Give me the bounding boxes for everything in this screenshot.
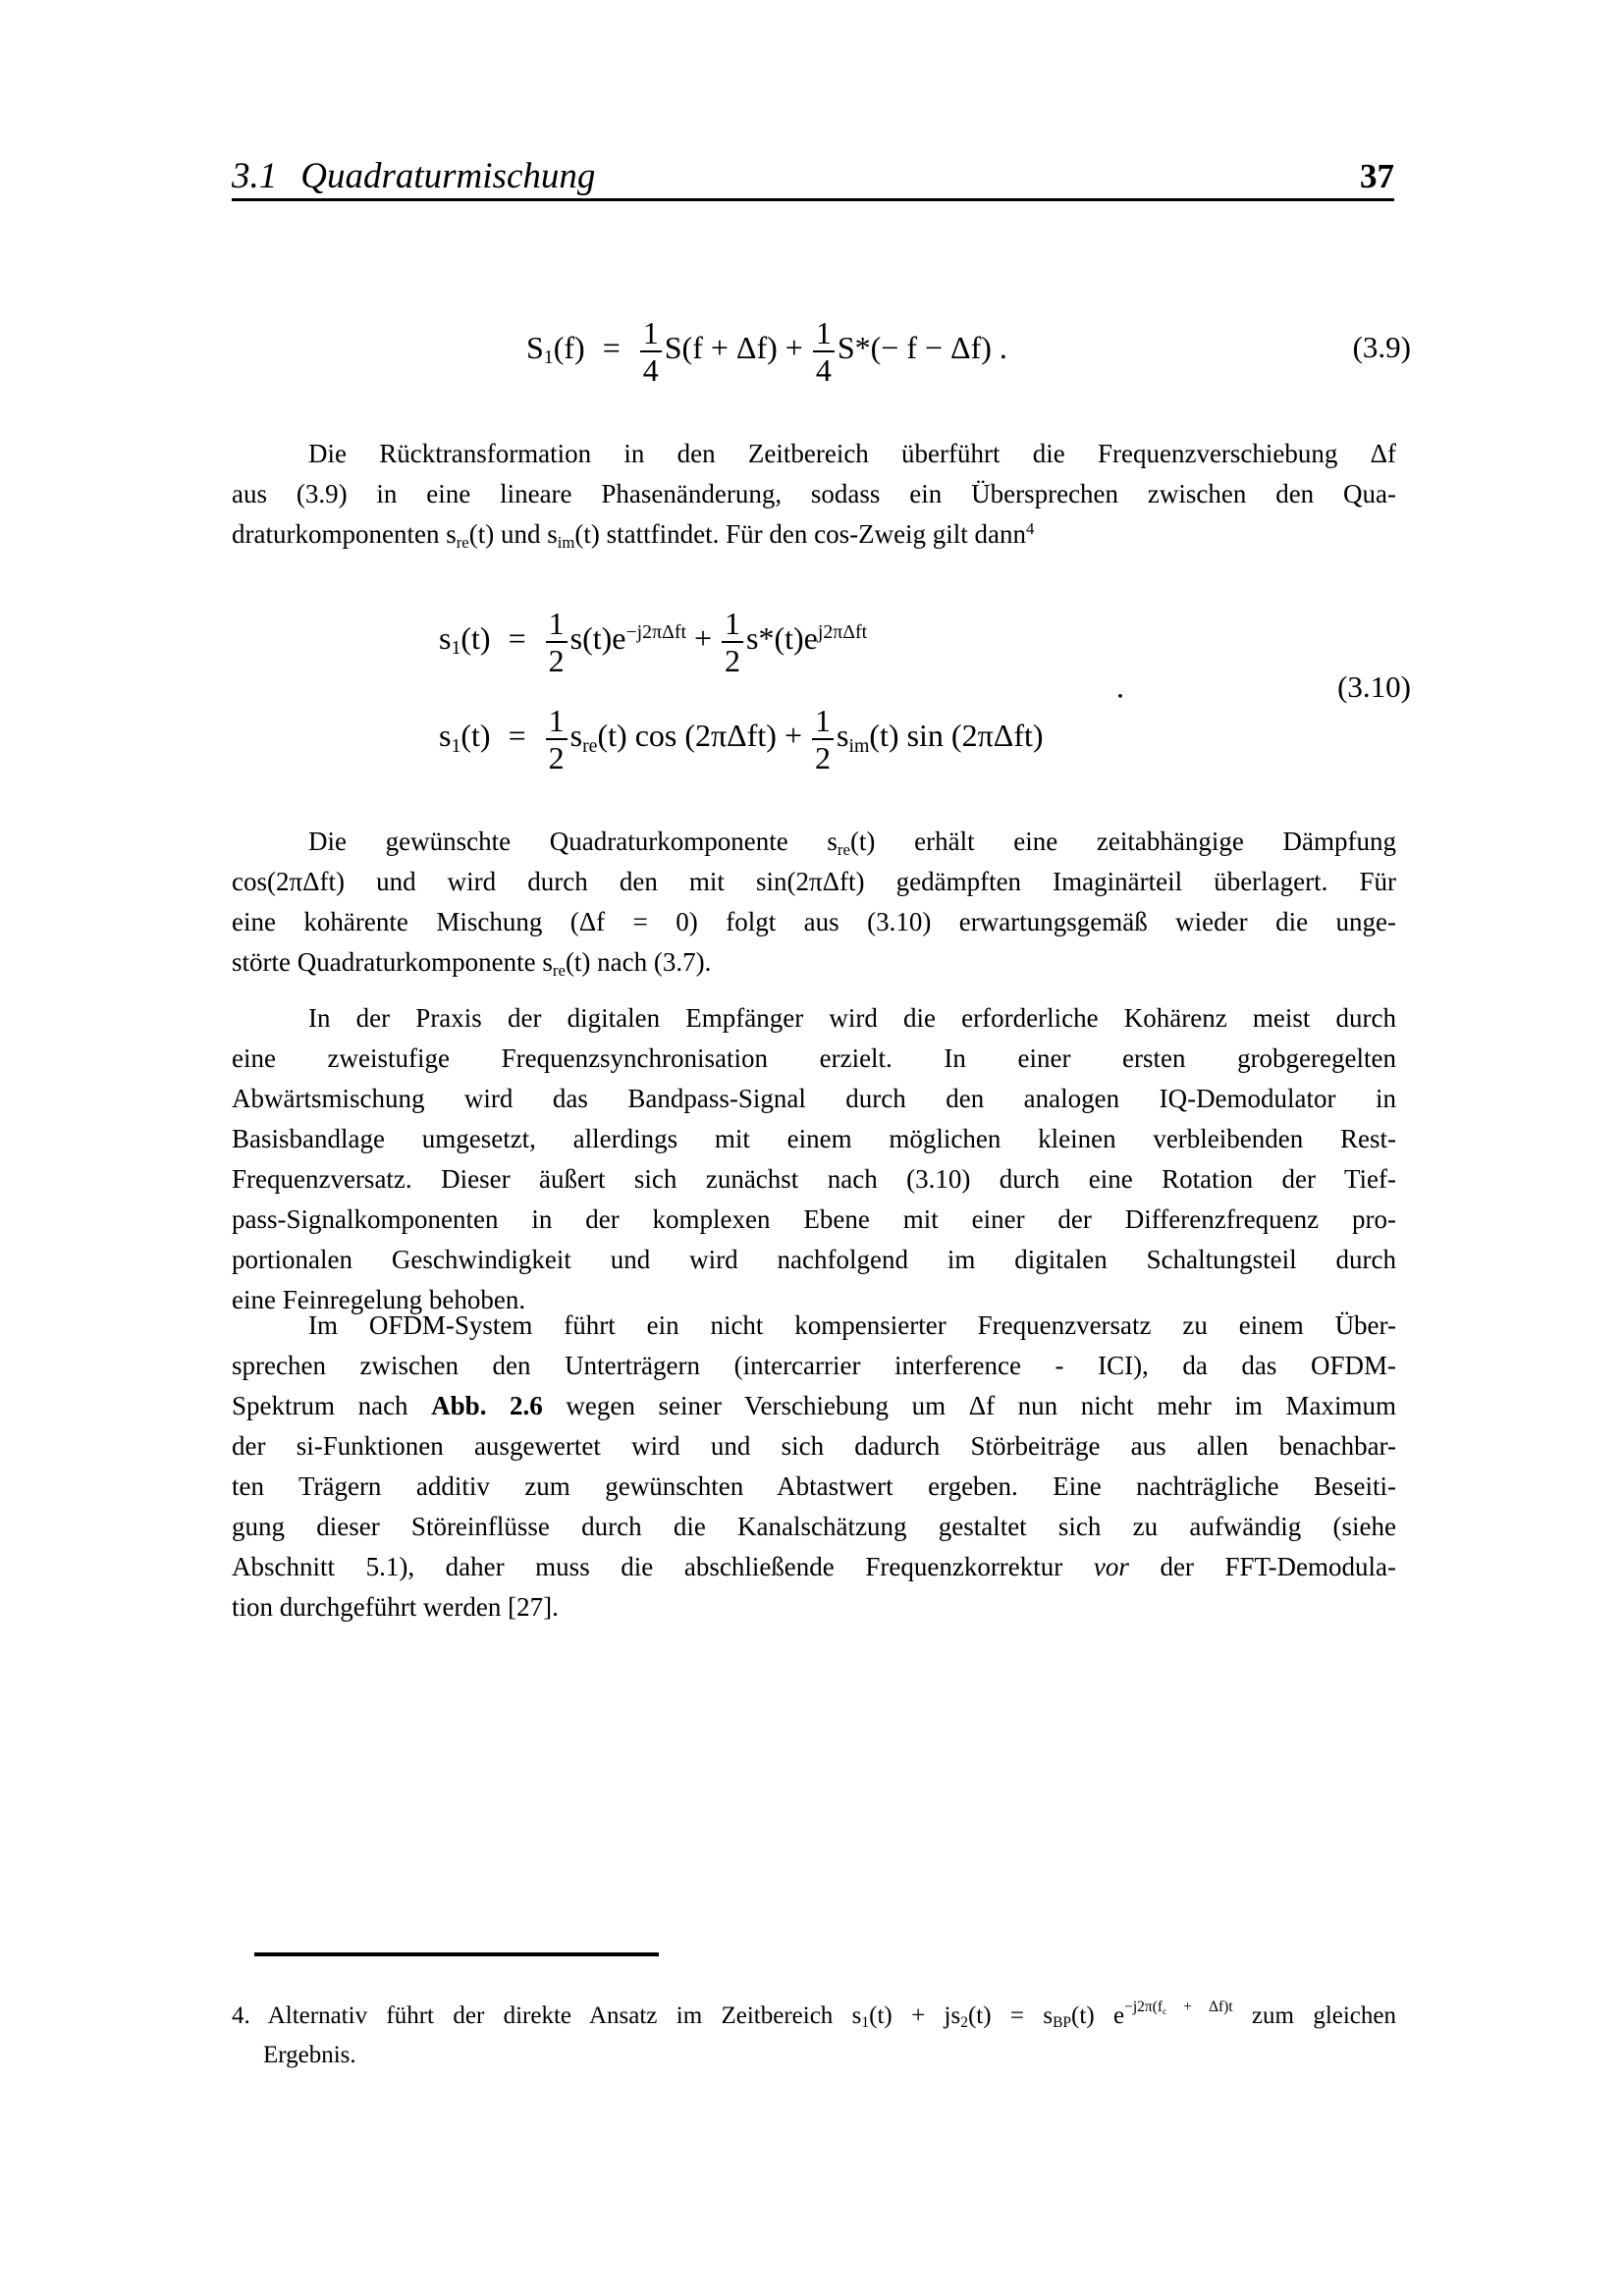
text-line: portionalen Geschwindigkeit und wird nachfolgend im digitalen Schaltungsteil durch [232,1245,1396,1274]
eq-term: $s(t)e^{-j2\pi\Delta ft}$ + [569,620,721,656]
paragraph-3 [232,998,1396,1320]
text-line: Die gewünschte Quadraturkomponente $s_{re}(t)$ erhält eine zeitabhängige Dämpfung [308,827,1396,859]
text-line: Die Rücktransformation in den Zeitbereich überführt die Frequenzverschiebung Δf [308,439,1396,468]
text-line: In der Praxis der digitalen Empfänger wird die erforderliche Kohärenz meist durch [308,1003,1396,1033]
eq-term: S*(− f − Δf) . [837,330,1007,365]
fraction [546,606,568,679]
fraction-denominator: 2 [548,643,565,679]
text-line: ten Trägern additiv zum gewünschten Abtastwert ergeben. Eine nachträgliche Beseiti- [232,1471,1396,1501]
section-number: 3.1 [232,156,278,196]
section-title: Quadraturmischung [300,156,596,196]
fraction-numerator: 1 [546,607,568,643]
eq-term: S(f + Δf) + [664,330,811,365]
paragraph-1 [232,434,1396,555]
eq-term: $s_1(t)$ = [439,718,526,757]
fraction-denominator: 4 [815,352,832,389]
equation-number: (3.9) [1352,330,1411,364]
text-line: der si-Funktionen ausgewertet wird und sich dadurch Störbeiträge aus allen benachbar- [232,1431,1396,1461]
fraction-denominator: 2 [814,740,831,776]
eq-term: $s_{re}(t)$ cos (2πΔft) + [569,718,810,757]
eq-term: $s*(t)e^{j2\pi\Delta ft}$ [746,620,868,656]
equation-3-10 [232,585,1411,793]
fraction-denominator: 2 [548,740,565,776]
text-line: sprechen zwischen den Unterträgern (intercarrier interference - ICI), da das OFDM- [232,1351,1396,1380]
footnote-line: 4. Alternativ führt der direkte Ansatz im Zeitbereich $s_1(t) + js_2(t) = s_{BP}(t)$ $e^{-j2\pi(f_c + \Delta f)t}$ zum gleichen [232,1999,1397,2032]
equation-line-1 [439,605,1411,679]
fraction [640,315,662,389]
text-line: Frequenzversatz. Dieser äußert sich zunächst nach (3.10) durch eine Rotation der Tief- [232,1164,1396,1194]
footnote-rule [254,1952,659,1956]
eq-term: $S_1(f)$ = [526,330,621,369]
fraction [546,704,568,774]
equation-line-2 [439,702,1411,774]
eq-term: $s_{im}(t)$ sin (2πΔft) [836,718,1044,757]
fraction-numerator: 1 [813,316,835,352]
footnote [232,1997,1396,2075]
eq-term: $s_1(t)$ = [439,620,526,660]
equation-number: (3.10) [1337,669,1411,704]
text-line: Im OFDM-System führt ein nicht kompensierter Frequenzversatz zu einem Über- [308,1310,1396,1340]
text-line: eine Feinregelung behoben. [232,1285,526,1314]
fraction-numerator: 1 [546,704,568,740]
paragraph-2 [232,822,1396,983]
footnote-line: Ergebnis. [263,2042,356,2068]
fraction [722,606,743,679]
fraction-numerator: 1 [812,704,834,740]
fraction-denominator: 4 [642,352,659,389]
text-line: Spektrum nach Abb. 2.6 wegen seiner Verschiebung um Δf nun nicht mehr im Maximum [232,1391,1397,1420]
text-line: eine kohärente Mischung (Δf = 0) folgt aus (3.10) erwartungsgemäß wieder die unge- [232,907,1396,936]
paragraph-4 [232,1306,1396,1628]
text-line: Basisbandlage umgesetzt, allerdings mit einem möglichen kleinen verbleibenden Rest- [232,1124,1396,1153]
text-line: störte Quadraturkomponente $s_{re}(t)$ nach (3.7). [232,947,712,980]
equation-3-9 [232,312,1411,389]
text-line: eine zweistufige Frequenzsynchronisation erzielt. In einer ersten grobgeregelten [232,1043,1396,1073]
text-line: aus (3.9) in eine lineare Phasenänderung, sodass ein Übersprechen zwischen den Qua- [232,479,1396,508]
running-header [232,155,1394,198]
fraction-numerator: 1 [722,607,743,643]
text-line: gung dieser Störeinflüsse durch die Kanalschätzung gestaltet sich zu aufwändig (siehe [232,1512,1396,1541]
header-rule [232,198,1394,201]
text-line: draturkomponenten $s_{re}(t)$ und $s_{im}(t)$ stattfindet. Für den cos-Zweig gilt dann$^4$ [232,518,1035,552]
fraction-numerator: 1 [640,316,662,352]
text-line: pass-Signalkomponenten in der komplexen Ebene mit einer der Differenzfrequenz pro- [232,1204,1396,1234]
equation-body [232,312,1411,389]
text-line: tion durchgeführt werden [27]. [232,1592,559,1622]
section-heading [232,155,595,198]
fraction-denominator: 2 [725,643,741,679]
fraction [812,704,834,774]
fraction [813,315,835,389]
equation-punctuation: . [1116,668,1124,705]
equation-body [439,585,1411,774]
page-number: 37 [1360,157,1394,195]
text-line: Abschnitt 5.1), daher muss die abschließende Frequenzkorrektur vor der FFT-Demodula- [232,1552,1396,1581]
text-line: Abwärtsmischung wird das Bandpass-Signal durch den analogen IQ-Demodulator in [232,1084,1396,1113]
text-line: cos(2πΔft) und wird durch den mit sin(2πΔft) gedämpften Imaginärteil überlagert. Für [232,867,1396,896]
